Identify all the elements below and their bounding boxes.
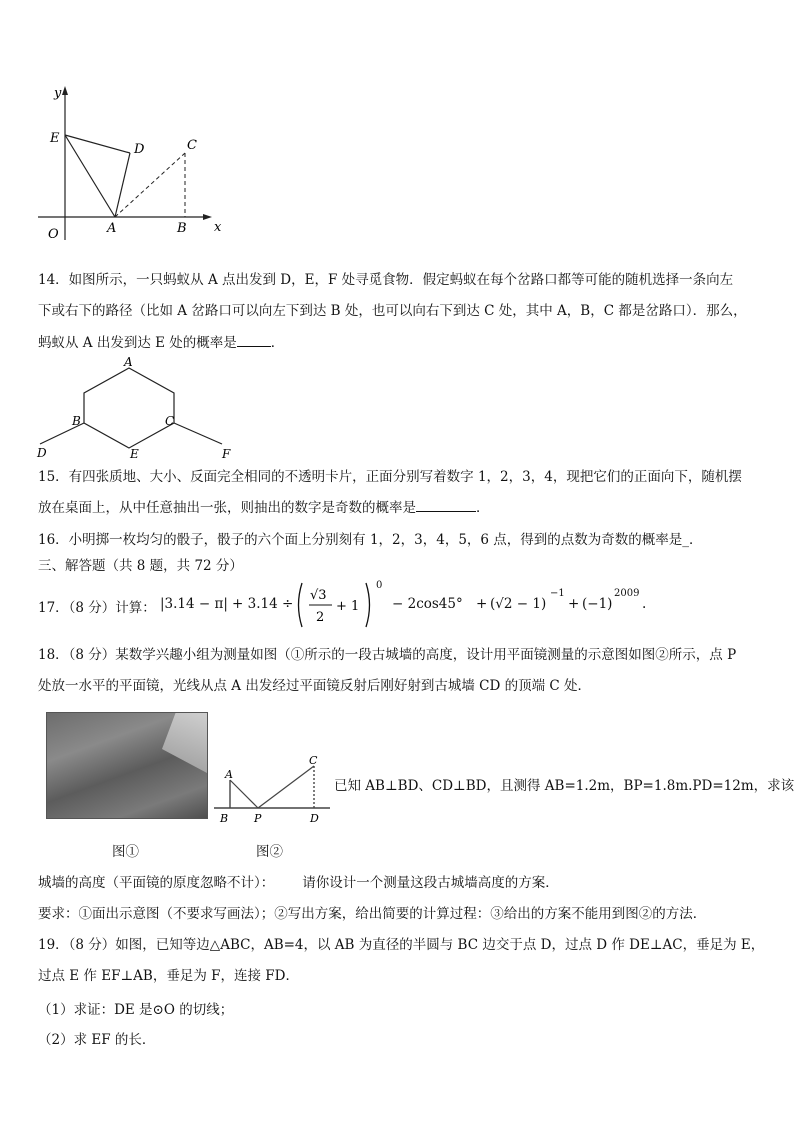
- label-y: y: [54, 86, 62, 101]
- segment-AC-dashed: [115, 153, 185, 217]
- label-A: A: [225, 768, 233, 781]
- label-B: B: [72, 414, 81, 428]
- q18-line1: 18．（8 分）某数学兴趣小组为测量如图（①所示的一段古城墙的高度，设计用平面镜测量的示意图如图②所示，点 P: [38, 647, 737, 663]
- hexagon: [84, 368, 174, 448]
- q18-line2: 处放一水平的平面镜，光线从点 A 出发经过平面镜反射后刚好射到古城墙 CD 的顶端 C 处．: [38, 678, 591, 694]
- q14-line3-end: ．: [270, 335, 285, 351]
- label-D: D: [37, 446, 47, 460]
- q17-prefix: 17．（8 分）计算：: [38, 600, 156, 616]
- q14-line3-text: 蚂蚁从 A 出发到达 E 处的概率是: [38, 335, 237, 351]
- segment-DA: [115, 153, 130, 217]
- x-axis-arrow: [203, 214, 212, 220]
- left-paren: [299, 583, 303, 627]
- exponent-2009: 2009: [614, 588, 640, 599]
- q19-part1: （1）求证：DE 是⊙O 的切线；: [38, 1002, 234, 1018]
- label-A: A: [124, 356, 133, 369]
- q18-side-text: 已知 AB⊥BD、CD⊥BD，且测得 AB=1.2m，BP=1.8m.PD=12m，求该: [334, 778, 794, 794]
- big-parentheses: [294, 580, 374, 630]
- y-axis-arrow: [62, 86, 68, 95]
- label-E: E: [50, 131, 60, 146]
- label-D: D: [134, 142, 145, 157]
- label-C: C: [165, 414, 175, 428]
- cos-term: − 2cos45°: [392, 596, 463, 612]
- exponent-minus1: −1: [550, 588, 565, 599]
- city-wall-photo: [46, 712, 208, 819]
- label-O: O: [48, 227, 59, 242]
- mirror-diagram: [212, 752, 337, 827]
- denominator-2: 2: [316, 610, 325, 625]
- q19-part2: （2）求 EF 的长．: [38, 1032, 156, 1048]
- label-F: F: [222, 447, 231, 461]
- plus-sign: +: [476, 596, 488, 612]
- abs-expression: |3.14 − π|: [160, 596, 228, 612]
- q14-line2: 下或右下的路径（比如 A 岔路口可以向左下到达 B 处，也可以向右下到达 C 处，其中 A，B，C 都是岔路口）．那么，: [38, 303, 747, 319]
- hexagon-path-figure: [32, 356, 242, 461]
- q18-line3a: 城墙的高度（平面镜的原度忽略不计）：: [38, 875, 275, 891]
- ray-PC: [258, 766, 314, 808]
- coordinate-figure: [30, 80, 230, 250]
- q15-line2: [38, 497, 490, 518]
- neg1-term: (−1): [582, 596, 613, 612]
- answer-blank: [237, 332, 271, 347]
- label-B: B: [177, 221, 187, 236]
- label-P: P: [254, 812, 262, 825]
- right-paren: [366, 583, 370, 627]
- label-D: D: [310, 812, 319, 825]
- label-C: C: [187, 138, 197, 153]
- q17-row: [38, 580, 758, 630]
- label-E: E: [130, 447, 139, 461]
- section-heading: 三、解答题（共 8 题，共 72 分）: [38, 558, 243, 574]
- ray-AP: [230, 780, 258, 808]
- period: .: [642, 596, 647, 612]
- q15-line1: 15．有四张质地、大小、反面完全相同的不透明卡片，正面分别写着数字 1，2，3，4，现把它们的正面向下，随机摆: [38, 469, 742, 485]
- label-C: C: [309, 754, 318, 767]
- q18-line4: 要求：①面出示意图（不要求写画法）；②写出方案，给出简要的计算过程：③给出的方案不能用到图②的方法．: [38, 906, 707, 922]
- exponent-0: 0: [376, 580, 383, 591]
- q15-line2-text: 放在桌面上，从中任意抽出一张，则抽出的数字是奇数的概率是: [38, 500, 416, 516]
- answer-blank: [416, 497, 476, 512]
- q14-line3: [38, 332, 284, 353]
- label-A: A: [107, 221, 117, 236]
- branch-C-F: [174, 423, 222, 444]
- q19-line2: 过点 E 作 EF⊥AB，垂足为 F，连接 FD．: [38, 968, 299, 984]
- q19-line1: 19．（8 分）如图，已知等边△ABC，AB=4，以 AB 为直径的半圆与 BC 边交于点 D，过点 D 作 DE⊥AC，垂足为 E，: [38, 937, 765, 953]
- q15-line2-end: ．: [476, 500, 490, 516]
- label-B: B: [220, 812, 229, 825]
- plus-one: + 1: [336, 599, 360, 614]
- plus-314-div: + 3.14 ÷: [232, 596, 294, 612]
- q16-line1: 16．小明掷一枚均匀的骰子，骰子的六个面上分别刻有 1，2，3，4，5，6 点，得到的点数为奇数的概率是_．: [38, 532, 703, 548]
- figure-caption-2: 图②: [256, 844, 283, 860]
- q14-line1: 14．如图所示，一只蚂蚁从 A 点出发到 D，E，F 处寻觅食物．假定蚂蚁在每个岔路口都等可能的随机选择一条向左: [38, 272, 734, 288]
- sqrt2-term: (√2 − 1): [490, 596, 547, 612]
- numerator-sqrt3: √3: [310, 588, 327, 603]
- figure-caption-1: 图①: [112, 844, 139, 860]
- q18-line3: [38, 873, 559, 893]
- label-x: x: [214, 220, 222, 235]
- plus-sign: +: [568, 596, 580, 612]
- q18-line3b: 请你设计一个测量这段古城墙高度的方案．: [302, 875, 559, 891]
